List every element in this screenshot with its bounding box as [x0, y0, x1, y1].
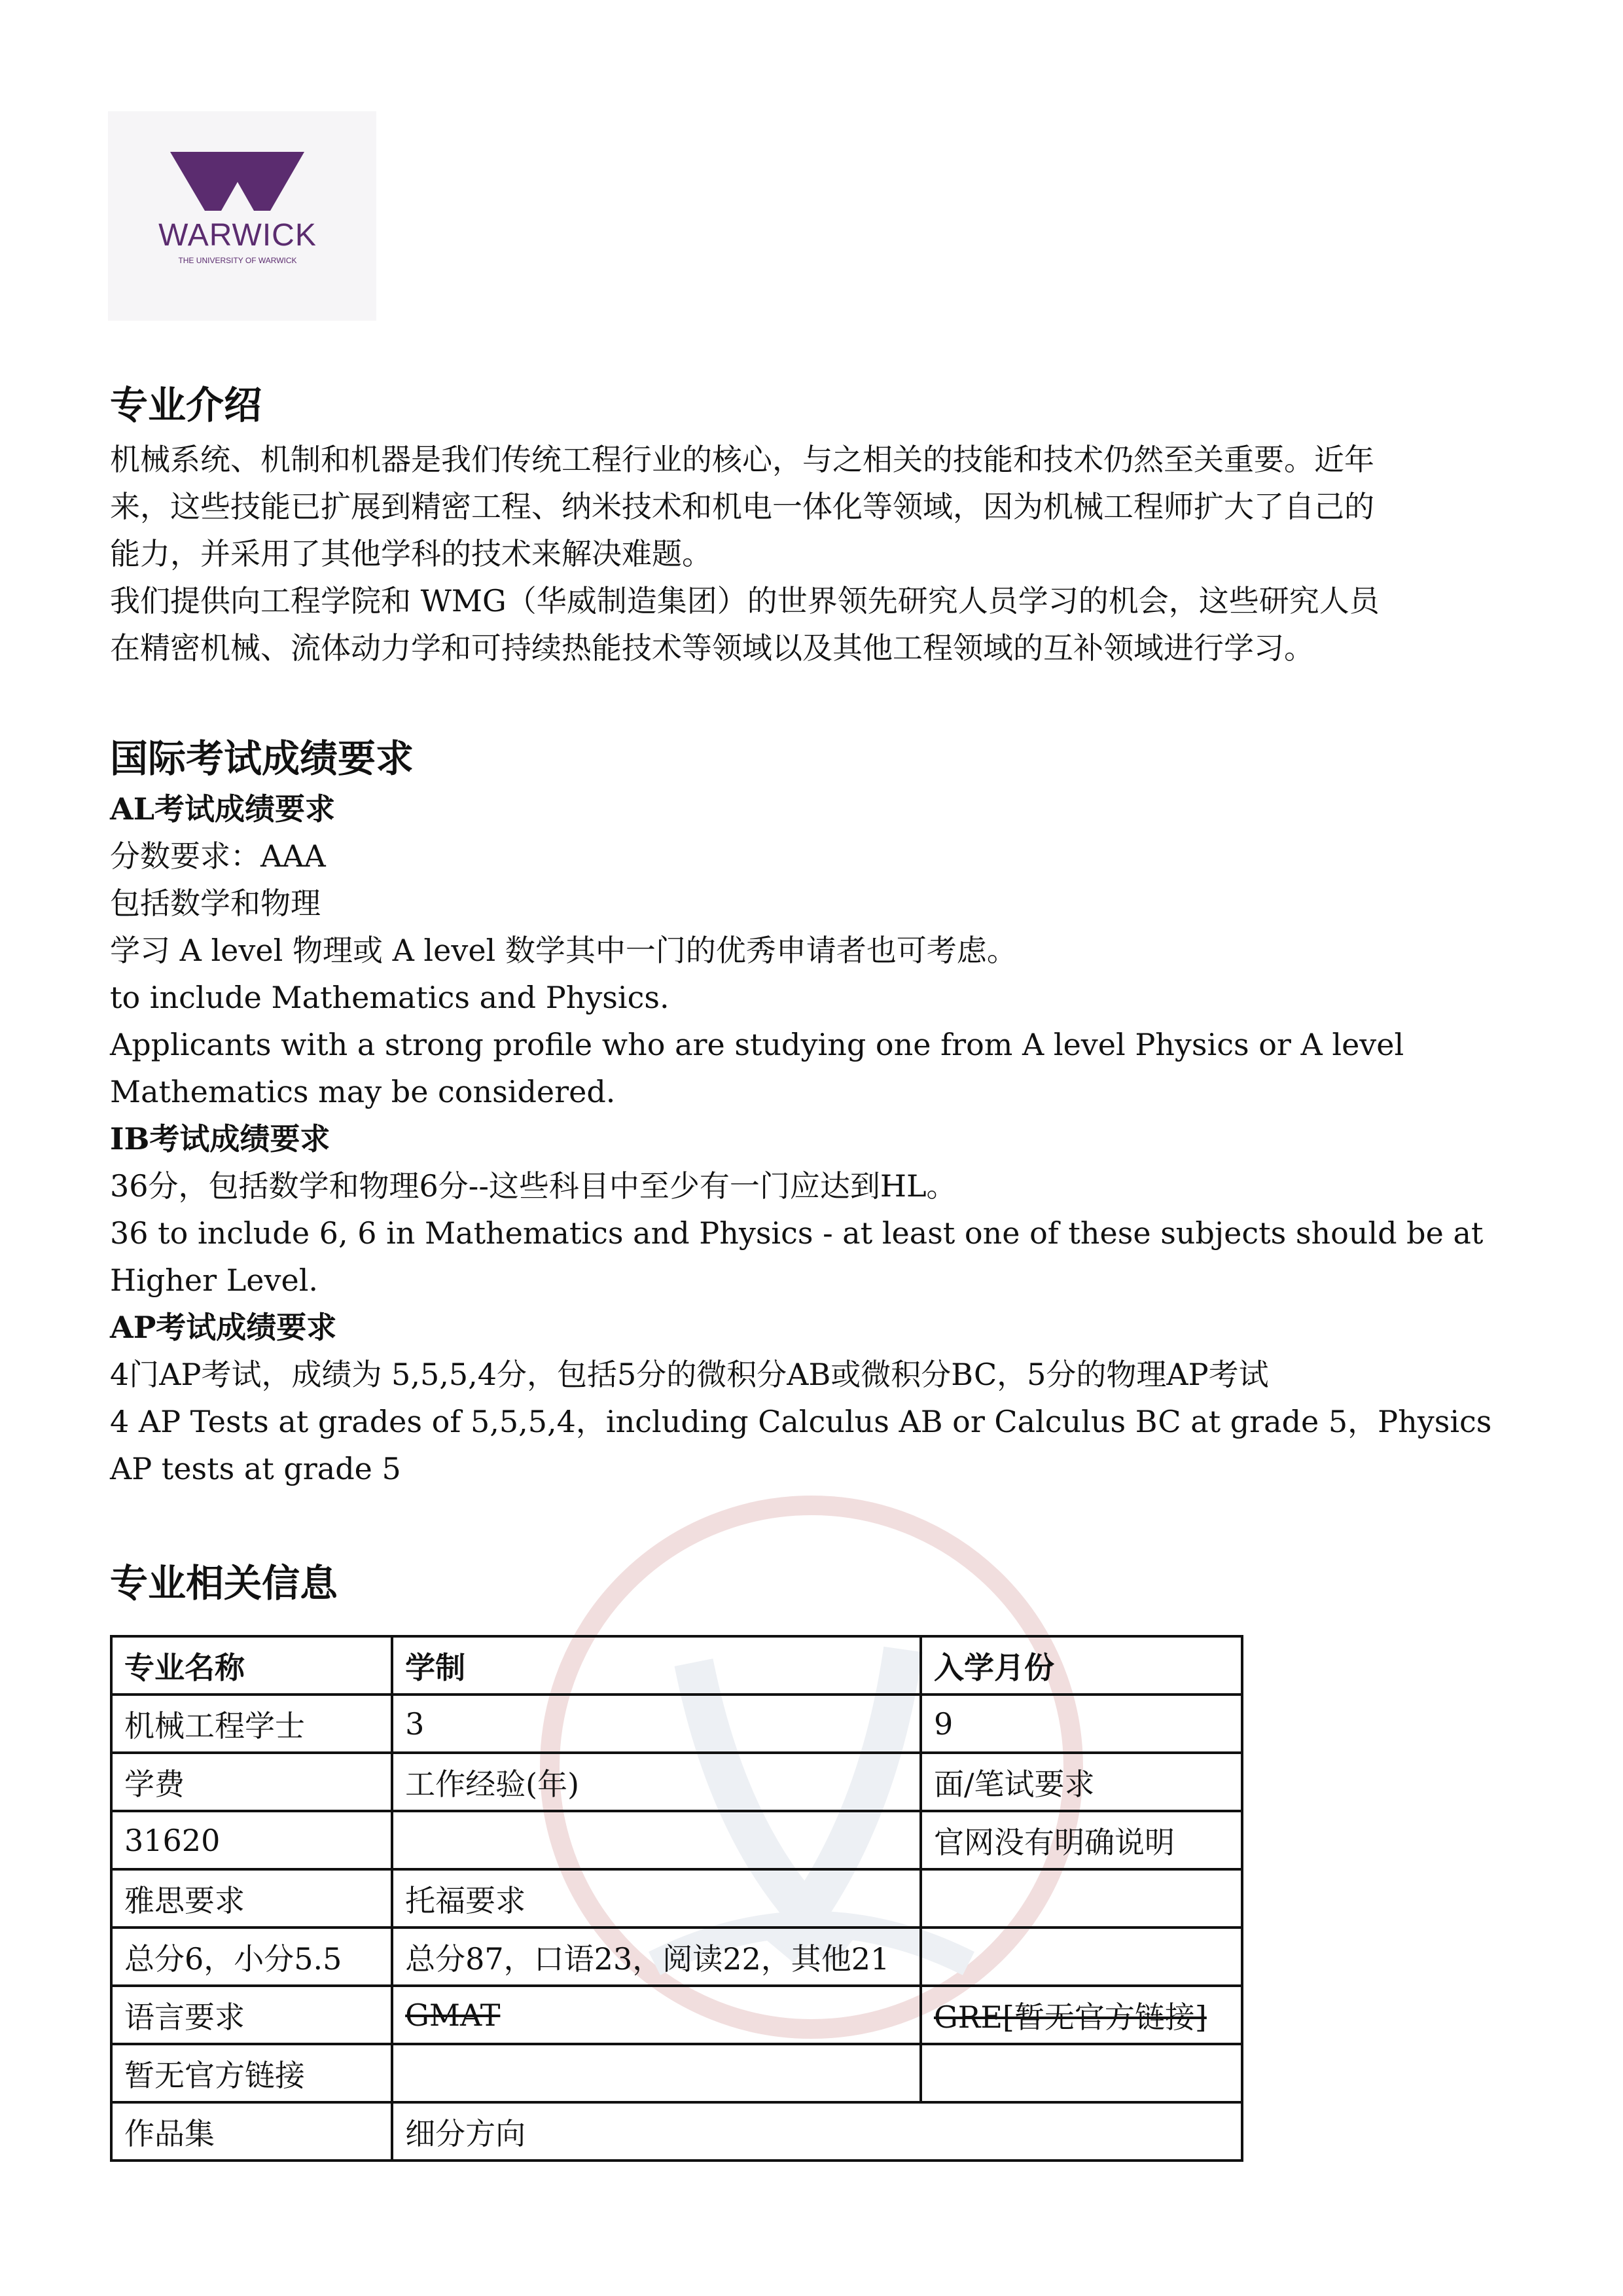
- al-line: to include Mathematics and Physics.: [110, 980, 669, 1015]
- warwick-logo-icon: [108, 111, 376, 321]
- intro-line: 我们提供向工程学院和 WMG（华威制造集团）的世界领先研究人员学习的机会，这些研究人员: [110, 583, 1380, 619]
- table-row: [111, 1753, 1242, 1811]
- table-cell: 机械工程学士: [111, 1695, 392, 1753]
- al-line: 分数要求：AAA: [110, 838, 326, 874]
- ap-line: 4 AP Tests at grades of 5,5,5,4，including Calculus AB or Calculus BC at grade 5，Physics: [110, 1404, 1492, 1439]
- logo-name: WARWICK: [158, 218, 317, 253]
- table-row: [111, 2102, 1242, 2161]
- intro-line: 来，这些技能已扩展到精密工程、纳米技术和机电一体化等领域，因为机械工程师扩大了自己的: [110, 489, 1374, 524]
- table-row: [111, 1928, 1242, 1986]
- table-cell: 31620: [111, 1811, 392, 1869]
- table-row: [111, 1695, 1242, 1753]
- al-heading: AL考试成绩要求: [110, 791, 336, 827]
- table-header-cell: 入学月份: [921, 1636, 1242, 1695]
- al-line: Mathematics may be considered.: [110, 1074, 616, 1109]
- table-cell: 总分6，小分5.5: [111, 1928, 392, 1986]
- table-cell: 9: [921, 1695, 1242, 1753]
- university-logo: [108, 111, 376, 321]
- al-line: 学习 A level 物理或 A level 数学其中一门的优秀申请者也可考虑。: [110, 933, 1017, 968]
- intro-line: 能力，并采用了其他学科的技术来解决难题。: [110, 536, 712, 571]
- table-cell: [392, 1811, 921, 1869]
- table-cell: 托福要求: [392, 1869, 921, 1928]
- table-cell: 雅思要求: [111, 1869, 392, 1928]
- table-header-cell: 专业名称: [111, 1636, 392, 1695]
- table-cell: [921, 1928, 1242, 1986]
- table-row: [111, 1869, 1242, 1928]
- table-cell: 官网没有明确说明: [921, 1811, 1242, 1869]
- table-cell: [921, 1869, 1242, 1928]
- table-cell: 工作经验(年): [392, 1753, 921, 1811]
- intro-line: 在精密机械、流体动力学和可持续热能技术等领域以及其他工程领域的互补领域进行学习。: [110, 630, 1314, 666]
- logo-subtitle: THE UNIVERSITY OF WARWICK: [178, 256, 297, 265]
- intro-body: [110, 436, 1517, 672]
- ib-line: Higher Level.: [110, 1263, 319, 1298]
- program-info-table: [110, 1635, 1243, 2162]
- ib-line: 36 to include 6, 6 in Mathematics and Physics - at least one of these subjects should be at: [110, 1215, 1484, 1251]
- table-cell-strikethrough: GMAT: [392, 1986, 921, 2044]
- table-cell: 语言要求: [111, 1986, 392, 2044]
- intro-heading: 专业介绍: [110, 383, 262, 427]
- table-cell: 暂无官方链接: [111, 2044, 392, 2102]
- ap-line: 4门AP考试，成绩为 5,5,5,4分，包括5分的微积分AB或微积分BC，5分的物理AP考试: [110, 1357, 1269, 1392]
- exams-heading: 国际考试成绩要求: [110, 736, 414, 781]
- ap-line: AP tests at grade 5: [110, 1451, 401, 1486]
- table-cell-strikethrough: GRE[暂无官方链接]: [921, 1986, 1242, 2044]
- table-cell: 总分87，口语23，阅读22，其他21: [392, 1928, 921, 1986]
- table-row: [111, 1811, 1242, 1869]
- table-cell: [921, 2044, 1242, 2102]
- table-cell: 细分方向: [392, 2102, 1242, 2161]
- al-line: 包括数学和物理: [110, 886, 321, 921]
- table-header-cell: 学制: [392, 1636, 921, 1695]
- ib-heading: IB考试成绩要求: [110, 1121, 330, 1157]
- table-cell: 学费: [111, 1753, 392, 1811]
- table-cell: 作品集: [111, 2102, 392, 2161]
- table-row: [111, 1986, 1242, 2044]
- table-cell: 面/笔试要求: [921, 1753, 1242, 1811]
- table-cell: [392, 2044, 921, 2102]
- table-row: [111, 2044, 1242, 2102]
- ib-line: 36分，包括数学和物理6分--这些科目中至少有一门应达到HL。: [110, 1168, 957, 1204]
- al-line: Applicants with a strong profile who are studying one from A level Physics or A level: [110, 1027, 1404, 1062]
- info-heading: 专业相关信息: [110, 1561, 338, 1605]
- table-row: [111, 1636, 1242, 1695]
- table-cell: 3: [392, 1695, 921, 1753]
- ap-heading: AP考试成绩要求: [110, 1310, 337, 1345]
- intro-line: 机械系统、机制和机器是我们传统工程行业的核心，与之相关的技能和技术仍然至关重要。近年: [110, 442, 1374, 477]
